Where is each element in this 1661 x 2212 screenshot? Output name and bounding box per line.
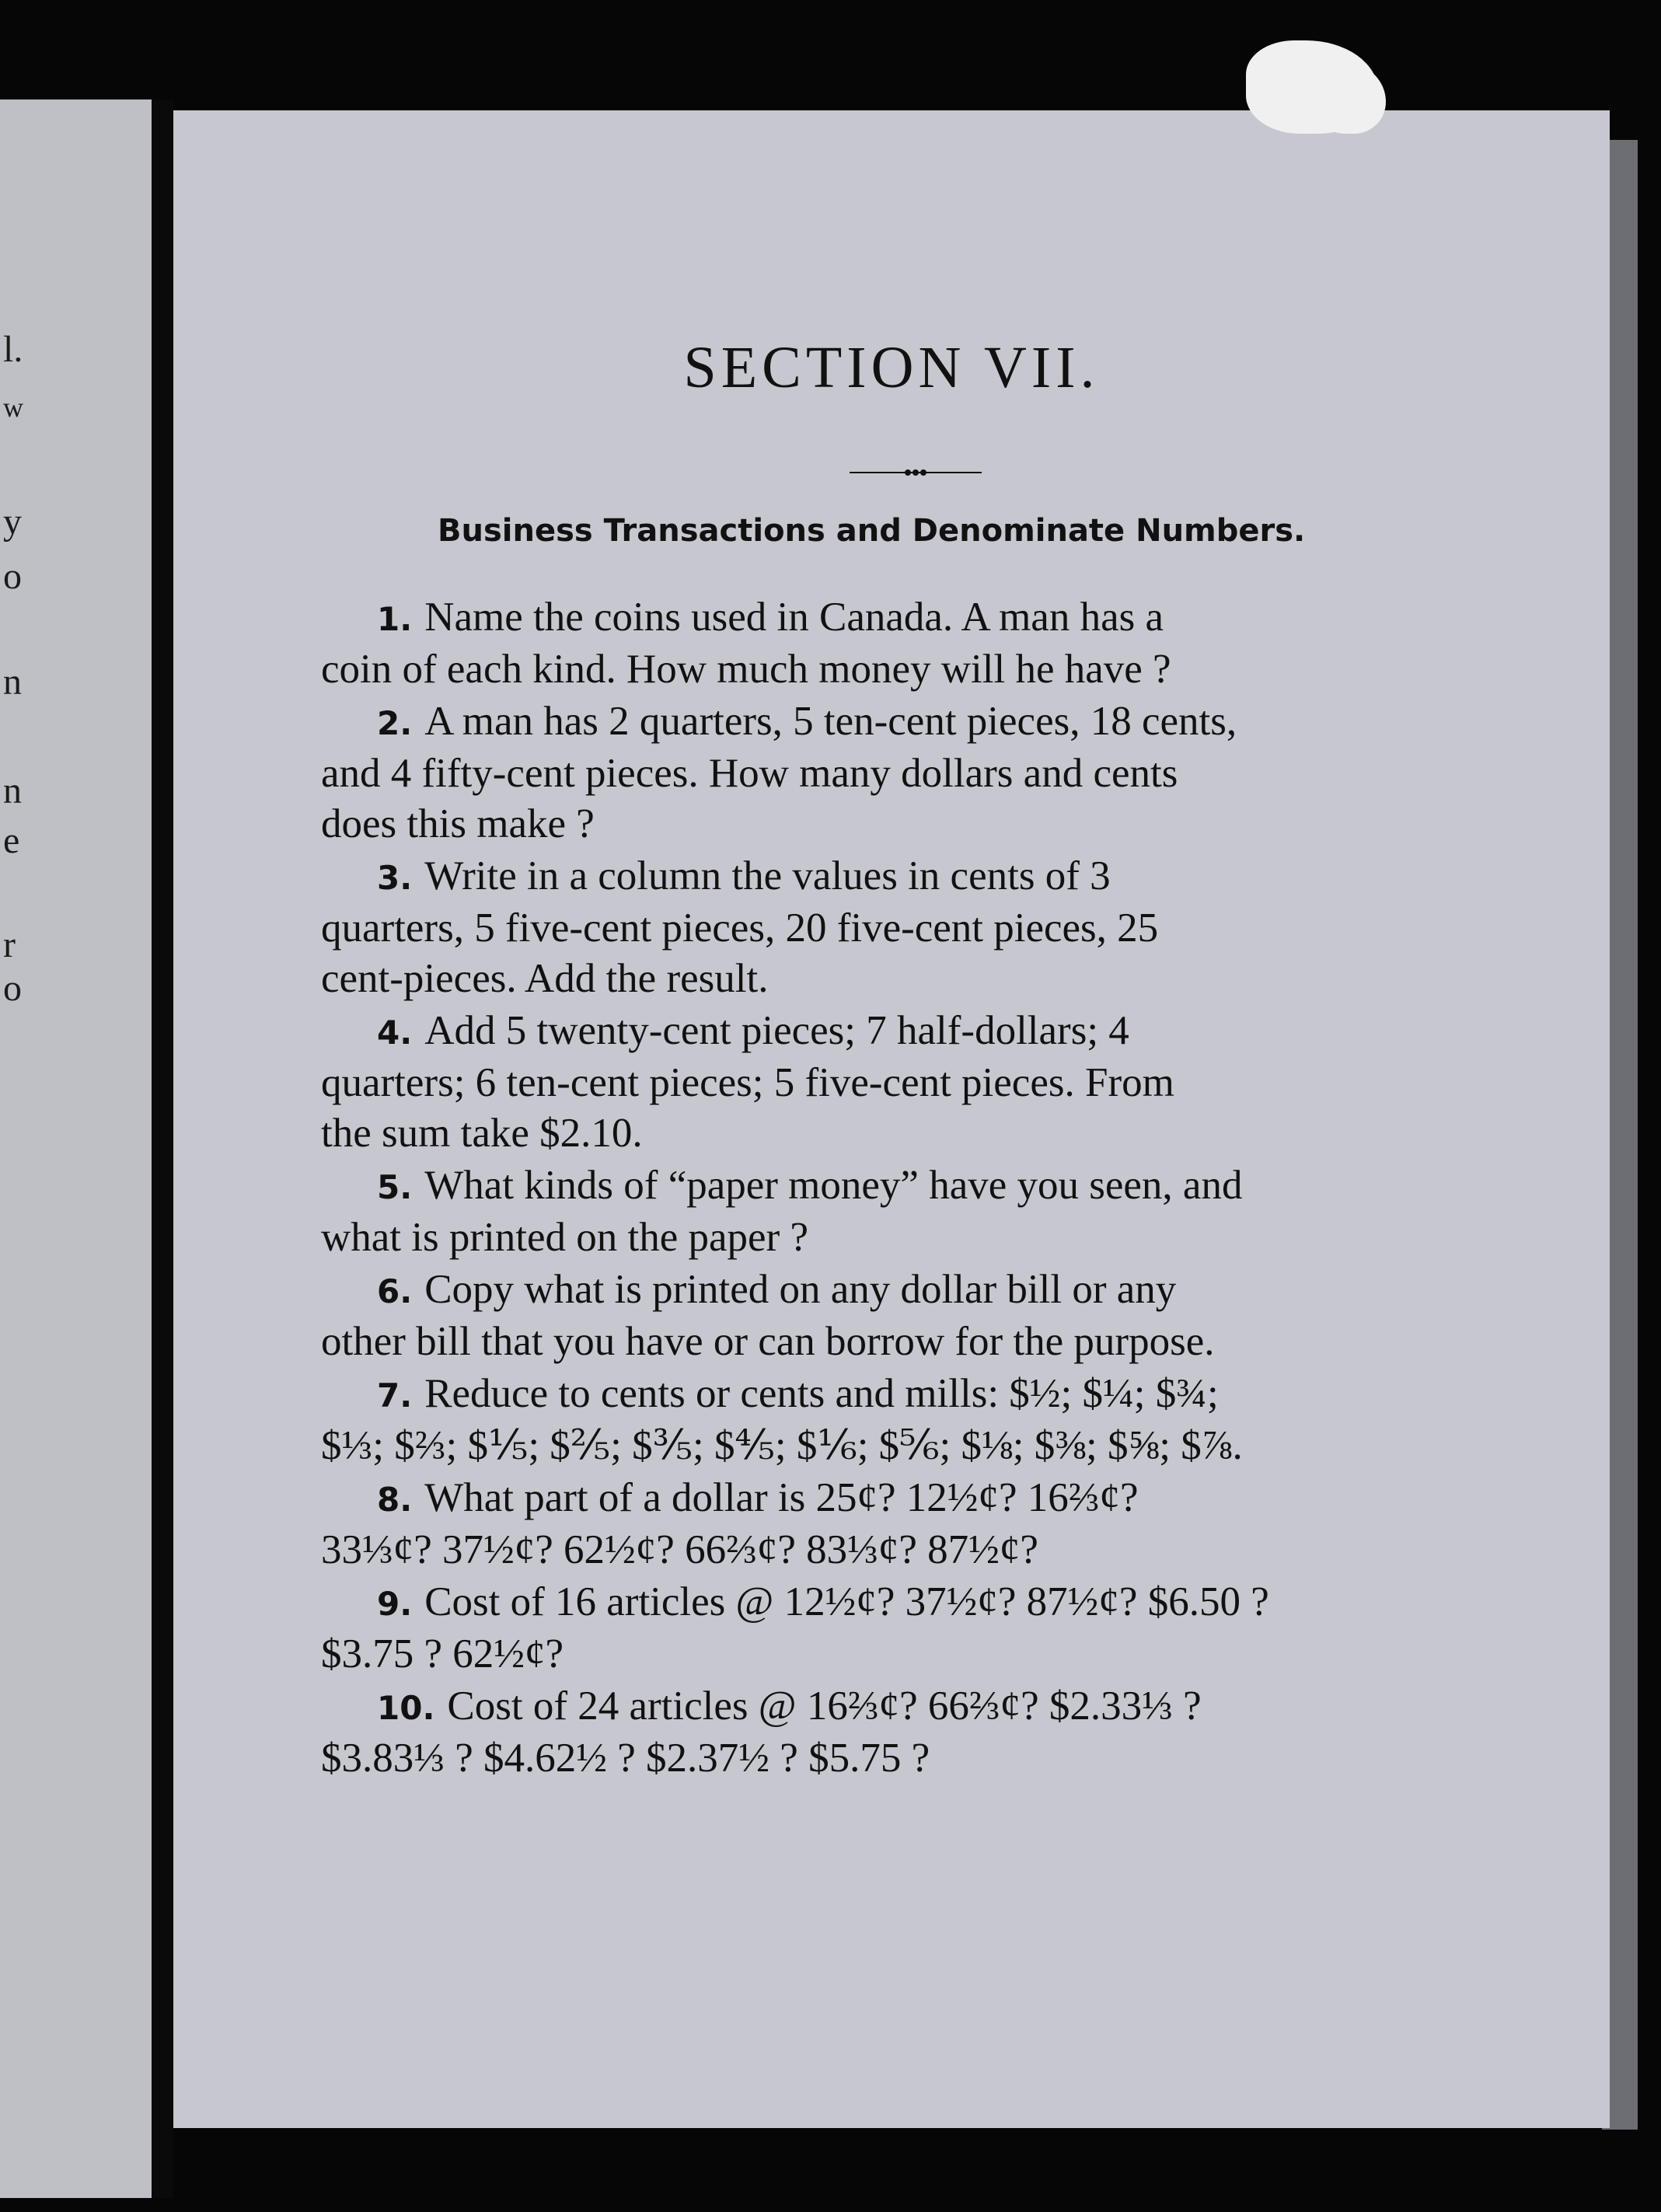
problem-text: $3.83⅓ ? $4.62½ ? $2.37½ ? $5.75 ? bbox=[321, 1736, 930, 1781]
problem-text: the sum take $2.10. bbox=[321, 1111, 643, 1156]
problem-item bbox=[321, 1577, 1613, 1680]
subheading: Business Transactions and Denominate Numbers. bbox=[438, 513, 1306, 549]
problem-text: quarters, 5 five-cent pieces, 20 five-cent pieces, 25 bbox=[321, 905, 1159, 951]
problem-item bbox=[321, 1473, 1613, 1575]
problem-text: A man has 2 quarters, 5 ten-cent pieces, 18 cents, bbox=[424, 699, 1237, 744]
problem-line bbox=[321, 1108, 1613, 1159]
problem-item bbox=[321, 851, 1613, 1004]
problem-item bbox=[321, 696, 1613, 850]
left-fragment-text: o bbox=[3, 968, 22, 1009]
left-fragment-text: n bbox=[3, 770, 22, 811]
problem-line bbox=[321, 1265, 1613, 1317]
problem-number: 6. bbox=[377, 1272, 413, 1310]
problem-text: $3.75 ? 62½¢? bbox=[321, 1631, 564, 1676]
problem-text: Copy what is printed on any dollar bill or any bbox=[424, 1267, 1177, 1312]
problem-number: 8. bbox=[377, 1481, 413, 1519]
problem-line bbox=[321, 1629, 1613, 1680]
problem-number: 2. bbox=[377, 704, 413, 742]
problem-line bbox=[321, 1369, 1613, 1421]
problem-text: coin of each kind. How much money will he have ? bbox=[321, 647, 1171, 692]
problem-line bbox=[321, 1160, 1613, 1212]
left-fragment-text: r bbox=[3, 924, 16, 965]
problem-line bbox=[321, 696, 1613, 748]
problem-line bbox=[321, 748, 1613, 799]
problem-line bbox=[321, 1733, 1613, 1784]
problem-text: $⅓; $⅔; $⅕; $⅖; $⅗; $⅘; $⅙; $⅚; $⅛; $⅜; $⅝; $⅞. bbox=[321, 1423, 1243, 1468]
scan-artifact bbox=[1316, 64, 1386, 134]
problem-item bbox=[321, 1681, 1613, 1784]
problem-line bbox=[321, 1006, 1613, 1058]
problem-text: What kinds of “paper money” have you seen, and bbox=[424, 1163, 1243, 1208]
problem-text: does this make ? bbox=[321, 801, 595, 846]
problem-line bbox=[321, 644, 1613, 695]
left-page-fragment bbox=[0, 99, 152, 2198]
left-fragment-text: w bbox=[3, 392, 23, 423]
problem-text: cent-pieces. Add the result. bbox=[321, 956, 769, 1001]
problem-text: Cost of 16 articles @ 12½¢? 37½¢? 87½¢? $6.50 ? bbox=[424, 1579, 1269, 1624]
left-fragment-text: n bbox=[3, 661, 22, 703]
problem-text: What part of a dollar is 25¢? 12½¢? 16⅔¢? bbox=[424, 1475, 1139, 1520]
problem-text: Write in a column the values in cents of 3 bbox=[424, 853, 1111, 898]
problem-text: Cost of 24 articles @ 16⅔¢? 66⅔¢? $2.33⅓ ? bbox=[447, 1683, 1202, 1729]
problem-line bbox=[321, 954, 1613, 1004]
problem-item bbox=[321, 1160, 1613, 1263]
problem-item bbox=[321, 592, 1613, 695]
problem-line bbox=[321, 903, 1613, 954]
problem-text: Name the coins used in Canada. A man has a bbox=[424, 595, 1164, 640]
problem-text: Add 5 twenty-cent pieces; 7 half-dollars; 4 bbox=[424, 1008, 1129, 1053]
left-fragment-text: o bbox=[3, 556, 22, 597]
problem-number: 10. bbox=[377, 1689, 435, 1727]
problem-item bbox=[321, 1006, 1613, 1159]
problem-line bbox=[321, 799, 1613, 850]
problem-text: 33⅓¢? 37½¢? 62½¢? 66⅔¢? 83⅓¢? 87½¢? bbox=[321, 1527, 1038, 1572]
problem-text: and 4 fifty-cent pieces. How many dollars and cents bbox=[321, 751, 1178, 796]
left-fragment-text: y bbox=[3, 501, 22, 543]
problem-line bbox=[321, 1317, 1613, 1367]
problem-line bbox=[321, 1577, 1613, 1629]
problem-number: 7. bbox=[377, 1376, 413, 1415]
book-spine bbox=[152, 99, 173, 2198]
problem-text: what is printed on the paper ? bbox=[321, 1215, 808, 1260]
problem-item bbox=[321, 1265, 1613, 1367]
problem-line bbox=[321, 851, 1613, 903]
problem-line bbox=[321, 1681, 1613, 1733]
left-fragment-text: l. bbox=[3, 329, 23, 370]
problem-text: quarters; 6 ten-cent pieces; 5 five-cent pieces. From bbox=[321, 1060, 1174, 1105]
problem-number: 9. bbox=[377, 1585, 413, 1623]
section-title: SECTION VII. bbox=[683, 335, 1100, 400]
problem-list bbox=[321, 592, 1613, 1785]
ornament-divider bbox=[850, 465, 982, 480]
problem-number: 5. bbox=[377, 1168, 413, 1206]
problem-number: 3. bbox=[377, 859, 413, 897]
book-page bbox=[173, 110, 1610, 2128]
problem-line bbox=[321, 1421, 1613, 1471]
problem-item bbox=[321, 1369, 1613, 1471]
problem-text: other bill that you have or can borrow for the purpose. bbox=[321, 1319, 1215, 1364]
problem-line bbox=[321, 1473, 1613, 1525]
problem-line bbox=[321, 1525, 1613, 1575]
left-fragment-text: e bbox=[3, 820, 20, 861]
problem-line bbox=[321, 592, 1613, 644]
problem-number: 4. bbox=[377, 1014, 413, 1052]
problem-number: 1. bbox=[377, 600, 413, 638]
problem-line bbox=[321, 1212, 1613, 1263]
problem-line bbox=[321, 1058, 1613, 1108]
problem-text: Reduce to cents or cents and mills: $½; $¼; $¾; bbox=[424, 1371, 1219, 1416]
